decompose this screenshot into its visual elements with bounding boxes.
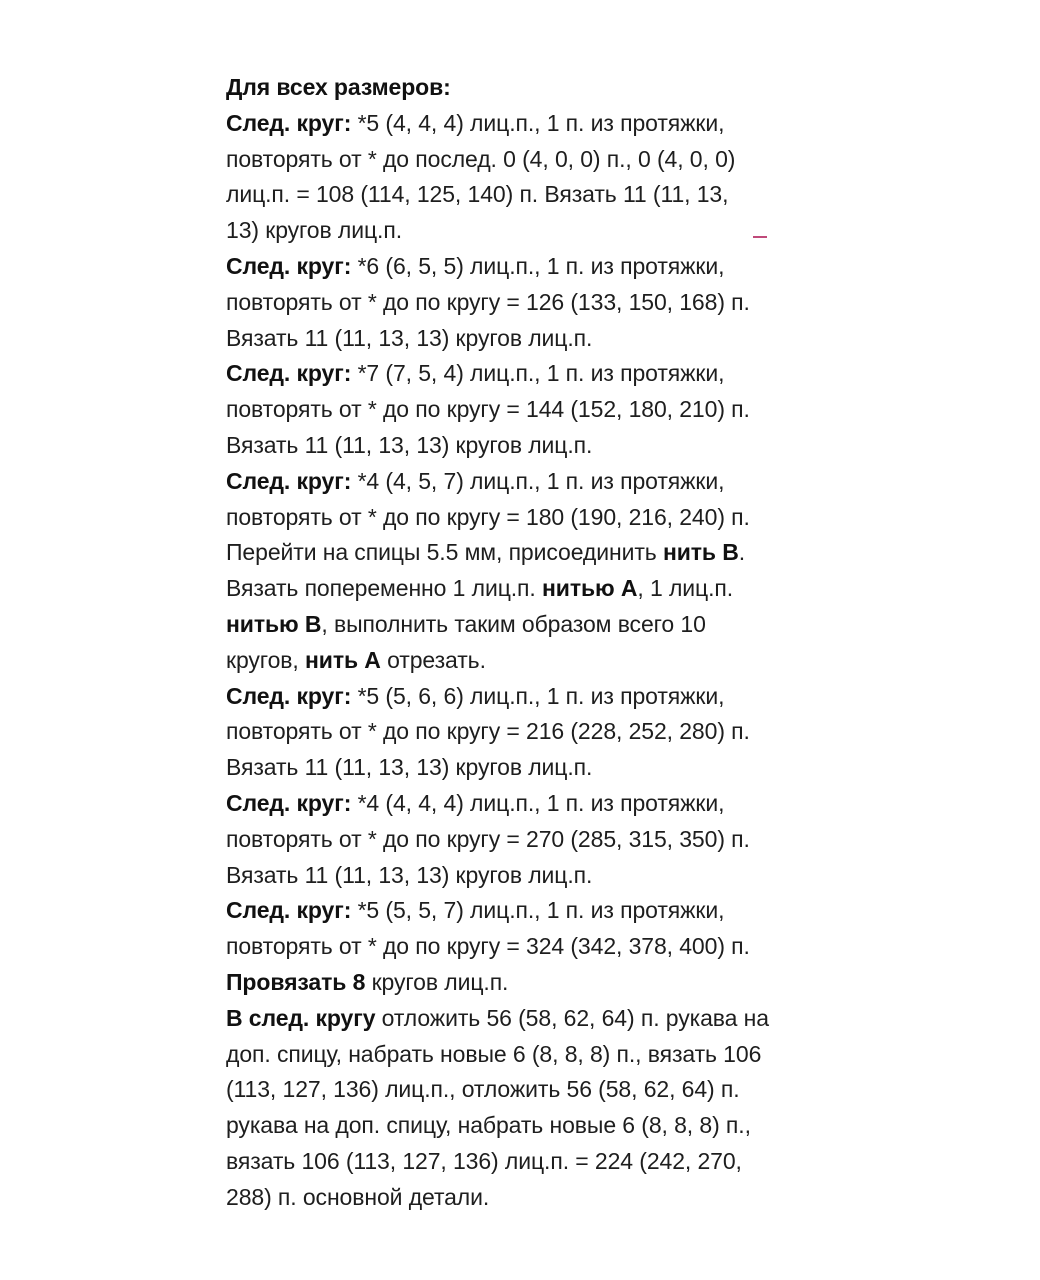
- text-run: повторять от * до по кругу = 324 (342, 378, 400) п.: [226, 933, 750, 960]
- text-line: [226, 70, 826, 106]
- text-run: *7 (7, 5, 4) лиц.п., 1 п. из протяжки,: [351, 360, 725, 387]
- bold-text-run: Провязать 8: [226, 968, 366, 995]
- text-line: [226, 535, 826, 571]
- text-line: [226, 643, 826, 679]
- text-line: [226, 428, 826, 464]
- text-run: кругов лиц.п.: [365, 968, 509, 995]
- bold-text-run: След. круг:: [226, 360, 352, 387]
- text-line: [226, 679, 826, 715]
- text-line: [226, 1180, 826, 1216]
- bold-text-run: След. круг:: [226, 789, 352, 816]
- text-line: [226, 786, 826, 822]
- text-line: [226, 213, 826, 249]
- text-run: кругов,: [226, 646, 305, 673]
- bold-text-run: нить А: [304, 646, 381, 673]
- text-line: [226, 893, 826, 929]
- text-run: лиц.п. = 108 (114, 125, 140) п. Вязать 11 (11, 13,: [226, 181, 729, 208]
- text-run: Вязать 11 (11, 13, 13) кругов лиц.п.: [226, 754, 593, 781]
- text-run: *4 (4, 5, 7) лиц.п., 1 п. из протяжки,: [351, 467, 725, 494]
- bold-text-run: След. круг:: [226, 467, 352, 494]
- text-run: повторять от * до по кругу = 216 (228, 252, 280) п.: [226, 718, 750, 745]
- text-run: отложить 56 (58, 62, 64) п. рукава на: [375, 1004, 769, 1031]
- text-line: [226, 858, 826, 894]
- text-run: повторять от * до по кругу = 180 (190, 216, 240) п.: [226, 503, 750, 530]
- text-run: вязать 106 (113, 127, 136) лиц.п. = 224 (242, 270,: [226, 1147, 742, 1174]
- text-line: [226, 607, 826, 643]
- text-line: [226, 822, 826, 858]
- text-run: доп. спицу, набрать новые 6 (8, 8, 8) п., вязать 106: [226, 1040, 762, 1067]
- text-line: [226, 142, 826, 178]
- text-run: , 1 лиц.п.: [637, 575, 734, 602]
- text-line: [226, 500, 826, 536]
- text-run: *4 (4, 4, 4) лиц.п., 1 п. из протяжки,: [351, 789, 725, 816]
- text-line: [226, 392, 826, 428]
- text-line: [226, 464, 826, 500]
- knitting-instructions: [226, 70, 826, 1216]
- text-run: повторять от * до послед. 0 (4, 0, 0) п., 0 (4, 0, 0): [226, 145, 736, 172]
- text-run: *5 (4, 4, 4) лиц.п., 1 п. из протяжки,: [351, 109, 725, 136]
- text-run: отрезать.: [380, 646, 486, 673]
- text-line: [226, 1144, 826, 1180]
- text-run: рукава на доп. спицу, набрать новые 6 (8, 8, 8) п.,: [226, 1112, 751, 1139]
- text-line: [226, 177, 826, 213]
- text-line: [226, 929, 826, 965]
- text-run: 13) кругов лиц.п.: [226, 217, 402, 244]
- text-run: повторять от * до по кругу = 270 (285, 315, 350) п.: [226, 825, 750, 852]
- bold-text-run: нитью А: [542, 575, 638, 602]
- text-line: [226, 750, 826, 786]
- text-run: Перейти на спицы 5.5 мм, присоединить: [226, 539, 663, 566]
- text-run: Вязать 11 (11, 13, 13) кругов лиц.п.: [226, 431, 593, 458]
- bold-text-run: След. круг:: [226, 682, 352, 709]
- text-line: [226, 249, 826, 285]
- text-run: , выполнить таким образом всего 10: [321, 610, 706, 637]
- bold-text-run: След. круг:: [226, 897, 352, 924]
- text-line: [226, 285, 826, 321]
- text-run: *5 (5, 5, 7) лиц.п., 1 п. из протяжки,: [351, 897, 725, 924]
- text-line: [226, 1108, 826, 1144]
- text-line: [226, 1037, 826, 1073]
- text-run: *6 (6, 5, 5) лиц.п., 1 п. из протяжки,: [351, 252, 725, 279]
- pink-dash-mark: [753, 236, 767, 238]
- text-line: [226, 321, 826, 357]
- text-line: [226, 356, 826, 392]
- bold-text-run: нить В: [662, 539, 739, 566]
- bold-text-run: След. круг:: [226, 109, 352, 136]
- text-run: повторять от * до по кругу = 144 (152, 180, 210) п.: [226, 396, 750, 423]
- text-run: Вязать 11 (11, 13, 13) кругов лиц.п.: [226, 861, 593, 888]
- text-run: (113, 127, 136) лиц.п., отложить 56 (58, 62, 64) п.: [226, 1076, 740, 1103]
- text-line: [226, 571, 826, 607]
- text-line: [226, 1001, 826, 1037]
- bold-text-run: В след. кругу: [226, 1004, 376, 1031]
- text-run: Вязать попеременно 1 лиц.п.: [226, 575, 542, 602]
- bold-text-run: Для всех размеров:: [226, 74, 451, 100]
- text-line: [226, 1072, 826, 1108]
- text-run: *5 (5, 6, 6) лиц.п., 1 п. из протяжки,: [351, 682, 725, 709]
- text-line: [226, 714, 826, 750]
- text-run: Вязать 11 (11, 13, 13) кругов лиц.п.: [226, 324, 593, 351]
- text-run: 288) п. основной детали.: [226, 1183, 490, 1210]
- bold-text-run: нитью В: [226, 610, 322, 637]
- text-line: [226, 965, 826, 1001]
- text-run: .: [738, 539, 746, 566]
- text-run: повторять от * до по кругу = 126 (133, 150, 168) п.: [226, 288, 750, 315]
- text-line: [226, 106, 826, 142]
- bold-text-run: След. круг:: [226, 252, 352, 279]
